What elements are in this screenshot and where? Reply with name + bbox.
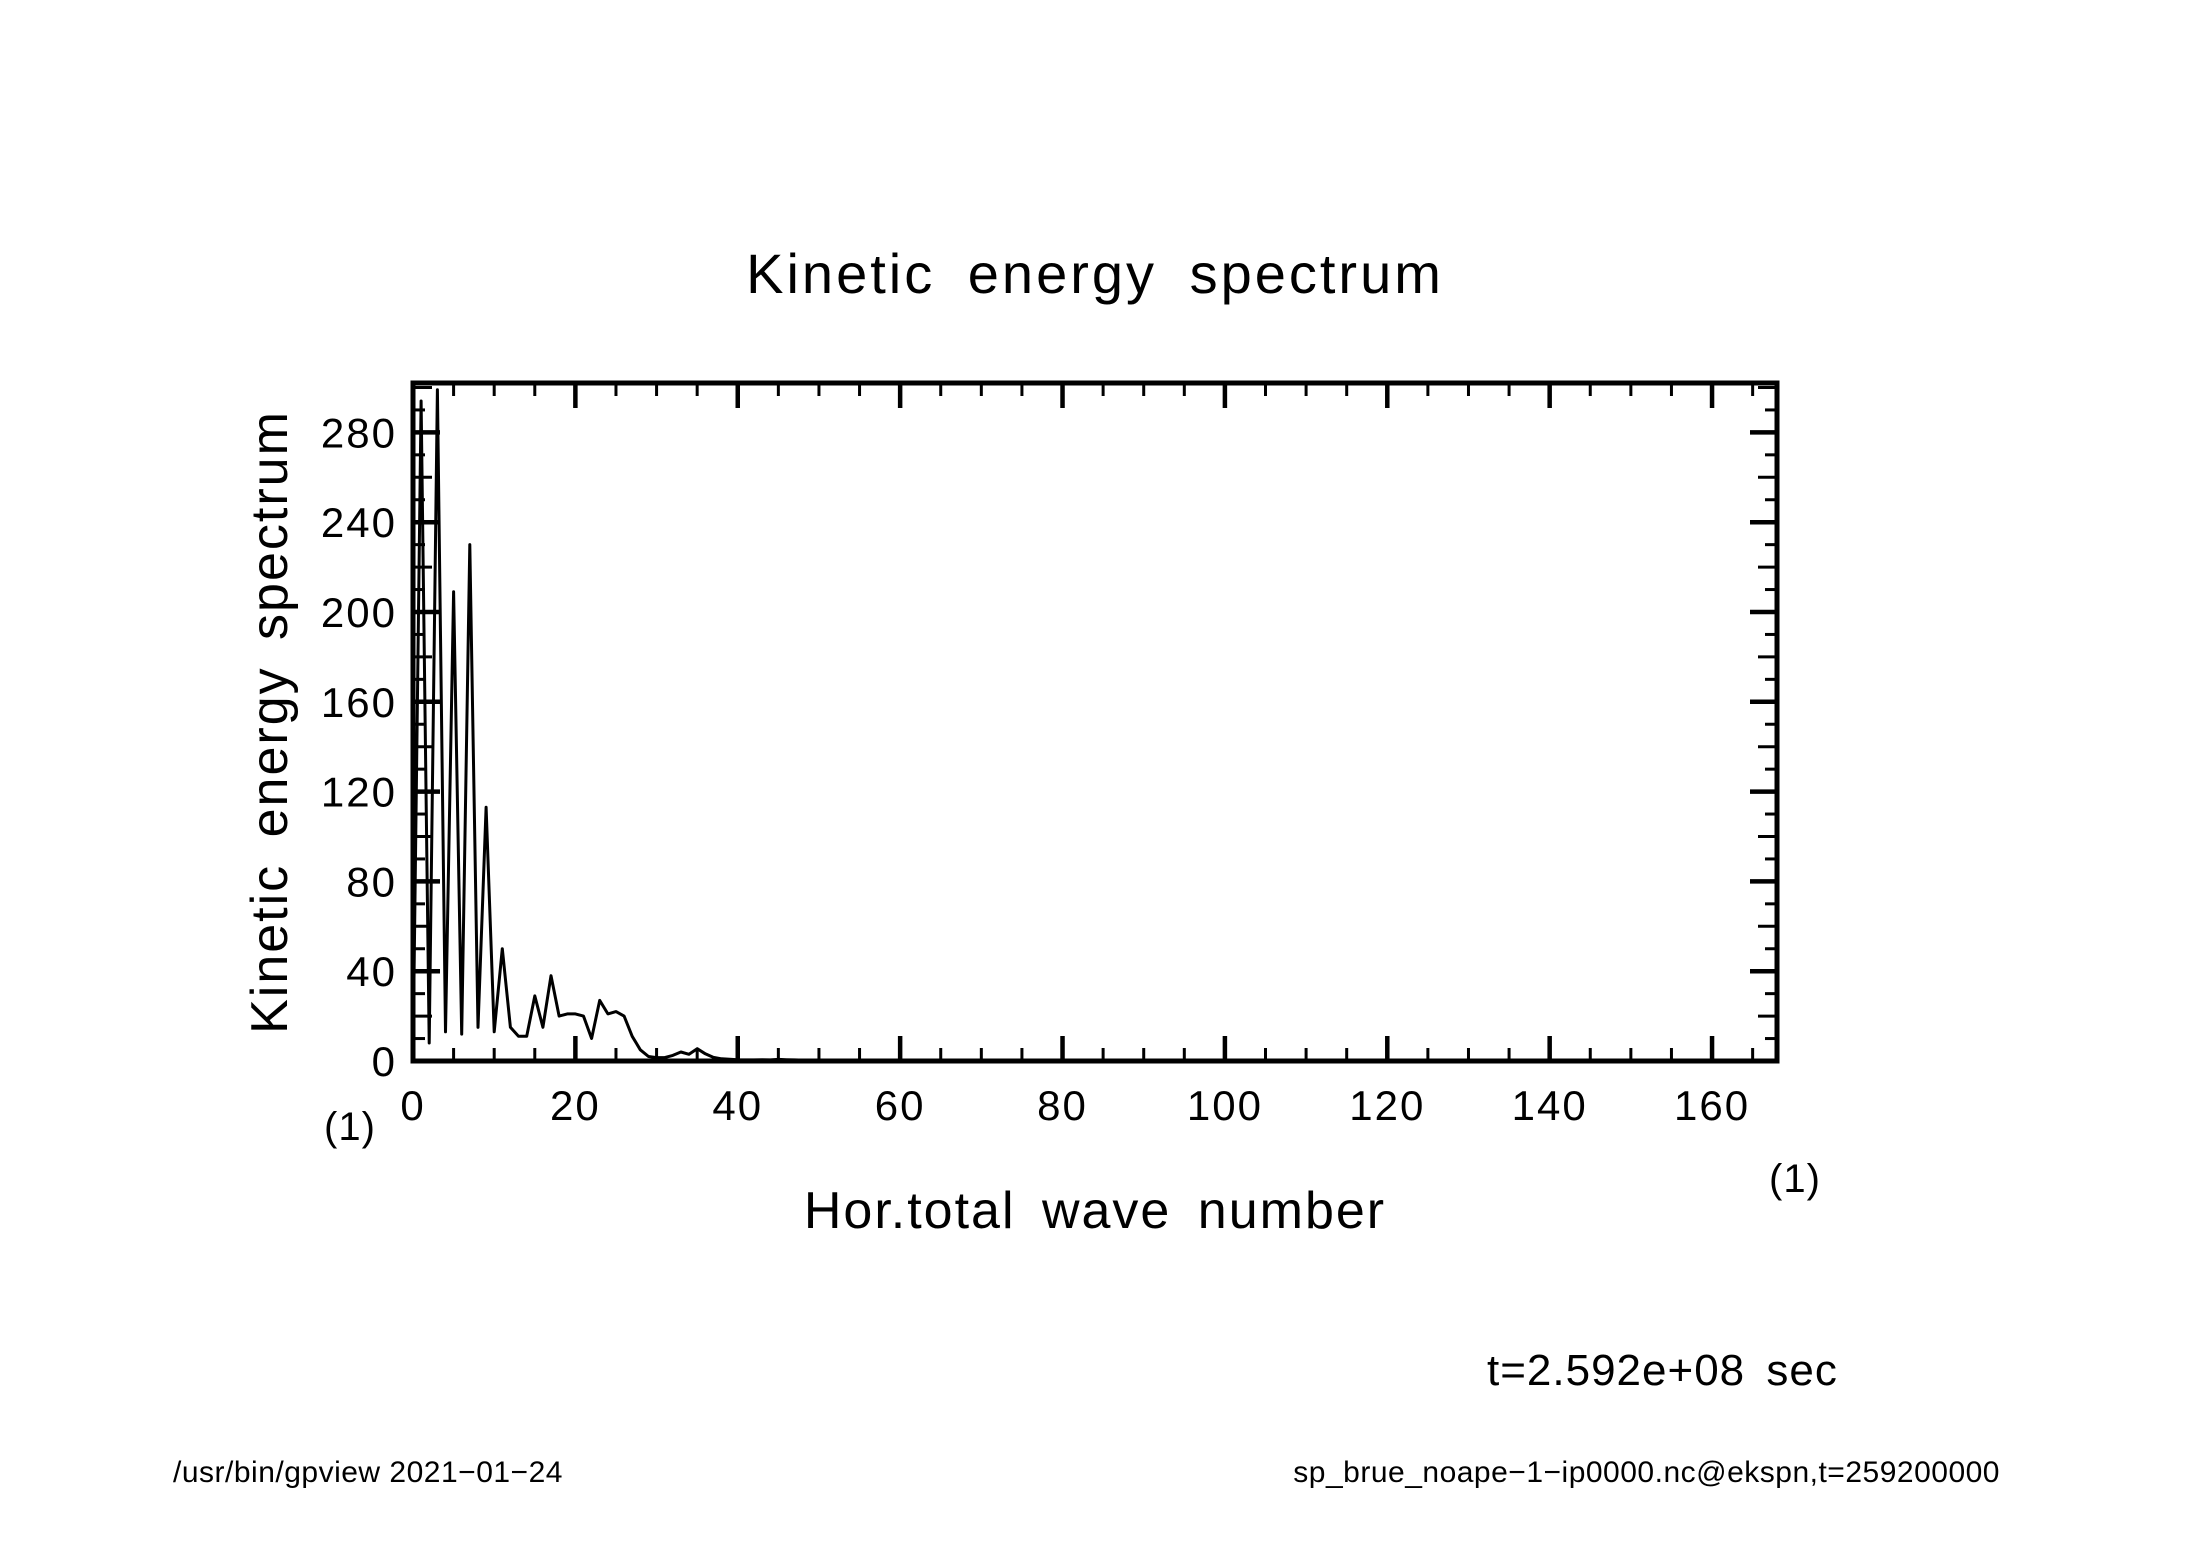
x-tick-label: 40 — [712, 1082, 764, 1129]
x-tick-label: 60 — [874, 1082, 926, 1129]
spectrum-line — [413, 390, 1777, 1061]
y-tick-label: 280 — [320, 409, 397, 457]
x-tick-labels — [400, 1082, 1750, 1129]
y-tick-label: 40 — [346, 948, 397, 996]
x-tick-label: 80 — [1037, 1082, 1088, 1129]
y-tick-label: 200 — [320, 588, 397, 636]
x-tick-label: 100 — [1186, 1082, 1263, 1129]
y-axis-units: (1) — [324, 1105, 376, 1149]
y-tick-label: 120 — [320, 768, 397, 816]
spectrum-curve — [413, 390, 1777, 1061]
y-tick-label: 0 — [371, 1038, 397, 1085]
y-tick-label: 240 — [320, 499, 397, 547]
plot-frame — [413, 383, 1777, 1061]
y-axis-title: Kinetic energy spectrum — [241, 410, 299, 1034]
x-tick-label: 140 — [1511, 1082, 1588, 1129]
x-tick-label: 160 — [1674, 1082, 1751, 1129]
x-axis-title: Hor.total wave number — [803, 1182, 1387, 1240]
x-axis-units: (1) — [1769, 1157, 1821, 1201]
x-tick-label: 20 — [550, 1082, 601, 1129]
time-annotation: t=2.592e+08 sec — [1487, 1346, 1838, 1395]
chart-title: Kinetic energy spectrum — [746, 242, 1444, 305]
y-tick-labels — [321, 409, 397, 1085]
x-tick-label: 120 — [1349, 1082, 1426, 1129]
x-tick-label: 0 — [400, 1082, 426, 1129]
footer-datafile: sp_brue_noape−1−ip0000.nc@ekspn,t=259200000 — [1293, 1456, 2000, 1489]
axis-ticks — [413, 383, 1777, 1061]
footer-command: /usr/bin/gpview 2021−01−24 — [173, 1456, 563, 1489]
y-tick-label: 80 — [346, 858, 397, 906]
y-tick-label: 160 — [320, 678, 397, 726]
